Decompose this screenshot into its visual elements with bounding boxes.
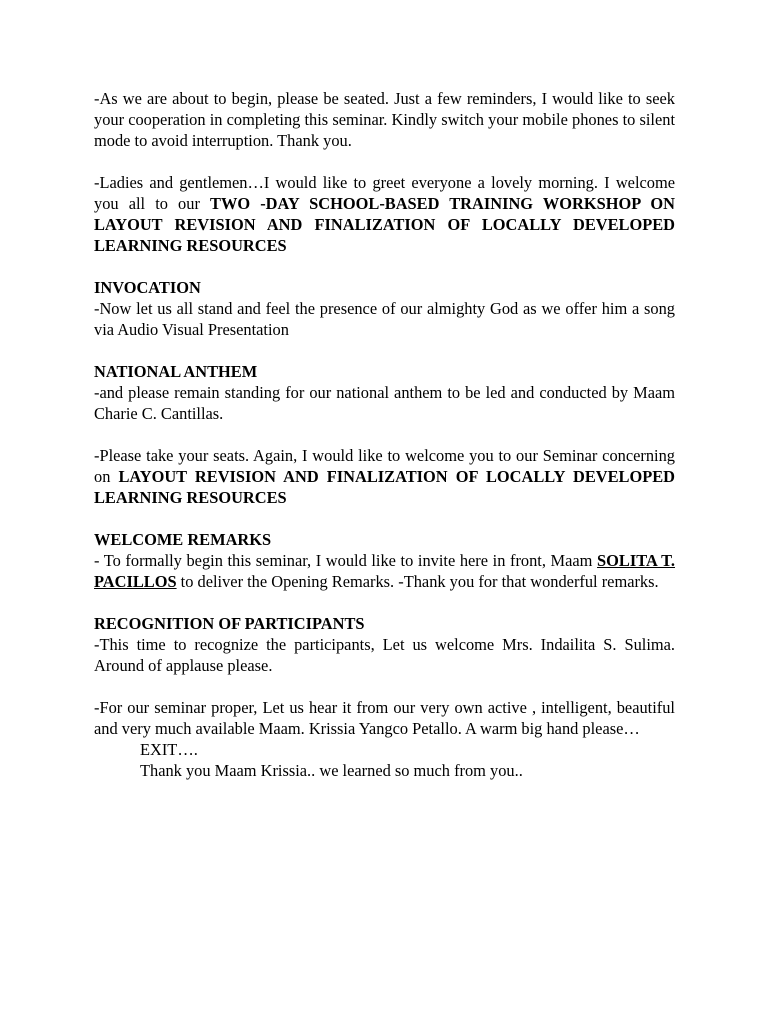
exit-line: EXIT…. (140, 740, 198, 759)
seats-text: -Please take your seats. Again, I would like to welcome you to our Seminar concerning on (94, 446, 675, 486)
seminar-proper-paragraph: -For our seminar proper, Let us hear it from our very own active , intelligent, beautiful and very much available Maam. Krissia Yangco Petallo. A warm big hand please… (94, 698, 675, 738)
recognition-section (94, 613, 675, 676)
greeting-paragraph (94, 172, 675, 256)
invocation-text: -Now let us all stand and feel the presence of our almighty God as we offer him a song via Audio Visual Presentation (94, 299, 675, 339)
recognition-text: -This time to recognize the participants, Let us welcome Mrs. Indailita S. Sulima. Around of applause please. (94, 635, 675, 675)
document-page (94, 88, 675, 781)
welcome-heading: WELCOME REMARKS (94, 530, 272, 549)
welcome-text-after: to deliver the Opening Remarks. -Thank you for that wonderful remarks. (176, 572, 659, 591)
training-title: TWO -DAY SCHOOL-BASED TRAINING WORKSHOP ON LAYOUT REVISION AND FINALIZATION OF LOCALLY DEVELOPED LEARNING RESOURCES (94, 194, 675, 255)
anthem-section (94, 361, 675, 424)
anthem-heading: NATIONAL ANTHEM (94, 362, 258, 381)
anthem-text: -and please remain standing for our national anthem to be led and conducted by Maam Charie C. Cantillas. (94, 383, 675, 423)
invocation-section (94, 277, 675, 340)
welcome-section (94, 529, 675, 592)
thanks-line: Thank you Maam Krissia.. we learned so much from you.. (140, 761, 523, 780)
speaker-name: SOLITA T. PACILLOS (94, 551, 675, 591)
recognition-heading: RECOGNITION OF PARTICIPANTS (94, 614, 365, 633)
welcome-text-before: - To formally begin this seminar, I would like to invite here in front, Maam (94, 551, 598, 570)
invocation-heading: INVOCATION (94, 278, 201, 297)
seminar-title: LAYOUT REVISION AND FINALIZATION OF LOCALLY DEVELOPED LEARNING RESOURCES (94, 467, 675, 507)
intro-paragraph: -As we are about to begin, please be seated. Just a few reminders, I would like to seek your cooperation in completing this seminar. Kindly switch your mobile phones to silent mode to avoid interruption. Thank you. (94, 89, 675, 150)
seats-paragraph (94, 445, 675, 508)
greeting-text: -Ladies and gentlemen…I would like to greet everyone a lovely morning. I welcome you all to our (94, 173, 675, 213)
